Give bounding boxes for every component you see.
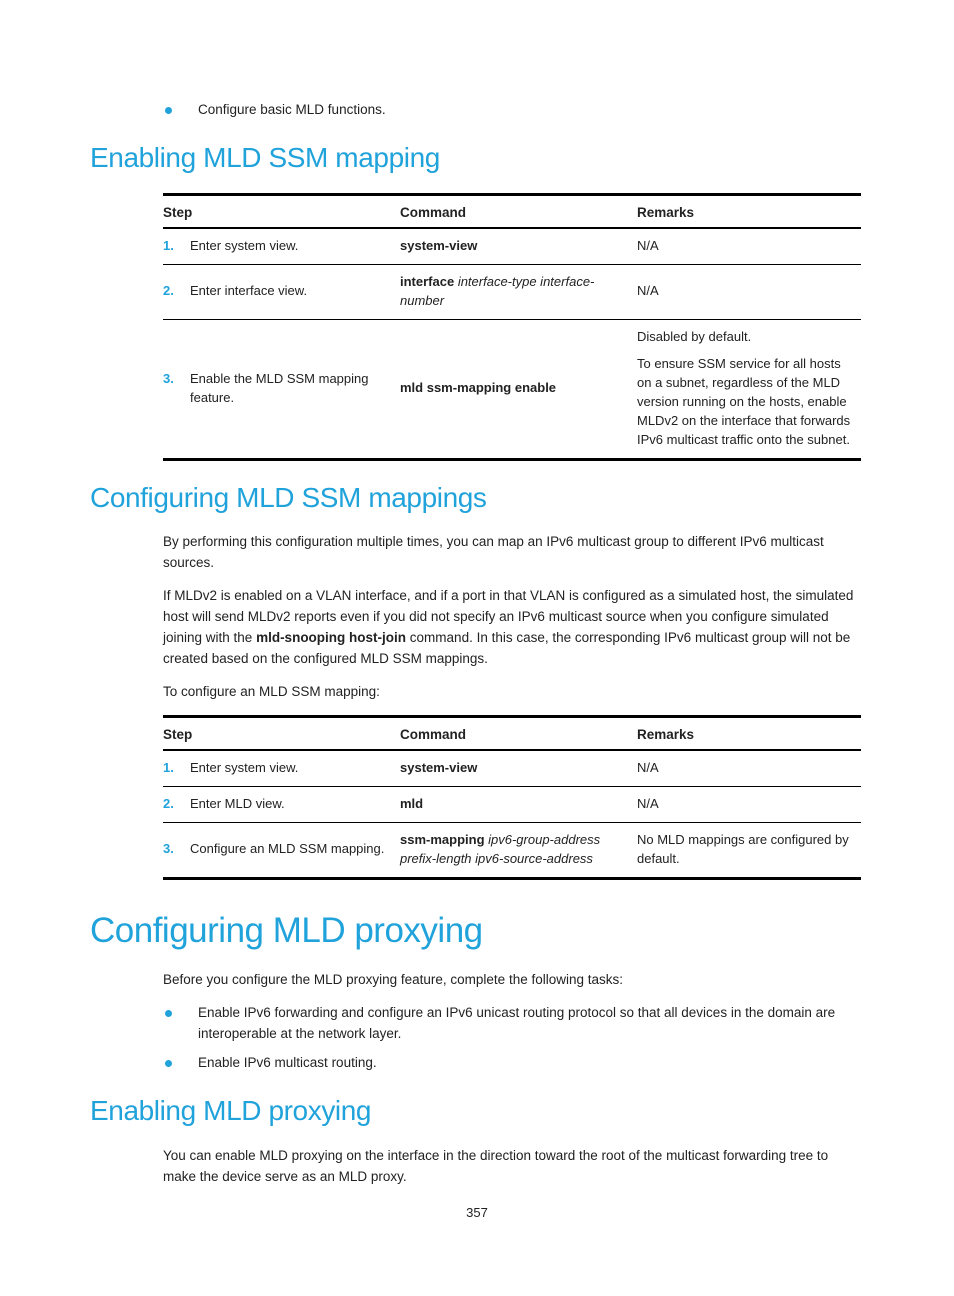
bullet-text: Configure basic MLD functions.: [198, 102, 386, 117]
command-cell: interface interface-type interface-number: [400, 264, 637, 319]
bullet-icon: [165, 1060, 172, 1067]
chapter-title-configuring-mld-proxying: Configuring MLD proxying: [90, 910, 483, 950]
step-description: Enter system view.: [190, 238, 299, 254]
paragraph: You can enable MLD proxying on the interface in the direction toward the root of the multicast forwarding tree to make the device serve as an MLD proxy.: [163, 1147, 829, 1184]
step-number: 1.: [163, 760, 174, 776]
step-description: Enter system view.: [190, 760, 299, 776]
page-number: 357: [466, 1205, 488, 1220]
ssm-mapping-configure-steps-table: [163, 715, 861, 880]
command-cell: mld: [400, 787, 637, 823]
table-row: [163, 228, 861, 264]
list-item: [163, 100, 863, 121]
bullet-text: Enable IPv6 forwarding and configure an IPv6 unicast routing protocol so that all devices in the domain are interoperable at the network layer.: [198, 1004, 836, 1041]
column-header-remarks: Remarks: [637, 716, 861, 750]
command-cell: system-view: [400, 238, 478, 254]
bullet-text: Enable IPv6 multicast routing.: [198, 1055, 377, 1071]
column-header-step: Step: [163, 194, 400, 228]
remarks-cell: No MLD mappings are configured by default.: [637, 822, 861, 878]
table-header-row: [163, 716, 861, 750]
prerequisite-bullet-list: [163, 1003, 863, 1075]
remarks-cell: N/A: [637, 787, 861, 823]
paragraph: Before you configure the MLD proxying feature, complete the following tasks:: [163, 971, 623, 987]
step-number: 1.: [163, 238, 174, 254]
command-cell: mld ssm-mapping enable: [400, 319, 637, 459]
command-cell: ssm-mapping ipv6-group-address prefix-length ipv6-source-address: [400, 822, 637, 878]
command-cell: system-view: [400, 760, 478, 776]
table-row: [163, 787, 861, 823]
table-row: [163, 319, 861, 459]
section-title-enabling-mld-proxying: Enabling MLD proxying: [90, 1095, 372, 1127]
paragraph: If MLDv2 is enabled on a VLAN interface, and if a port in that VLAN is configured as a simulated host, the simulated host will send MLDv2 reports even if you did not specify an IPv6 multicast source when you configure simulated joining with the mld-snooping host-join command. In this case, the corresponding IPv6 multicast group will not be created based on the configured MLD SSM mappings.: [163, 588, 854, 666]
step-description: Configure an MLD SSM mapping.: [190, 841, 385, 857]
table-row: [163, 264, 861, 319]
bullet-icon: [165, 107, 172, 114]
step-description: Enable the MLD SSM mapping feature.: [190, 370, 369, 405]
step-number: 2.: [163, 796, 174, 812]
intro-bullet-list: [163, 100, 863, 121]
list-item: [163, 1053, 863, 1074]
column-header-step: Step: [163, 716, 400, 750]
table-header-row: [163, 194, 861, 228]
step-number: 3.: [163, 841, 174, 857]
paragraph: To configure an MLD SSM mapping:: [163, 683, 380, 699]
table-row: [163, 750, 861, 786]
step-description: Enter interface view.: [190, 283, 308, 299]
step-description: Enter MLD view.: [190, 796, 285, 812]
remarks-cell: N/A: [637, 760, 659, 776]
ssm-mapping-enable-steps-table: [163, 193, 861, 461]
paragraph: By performing this configuration multiple times, you can map an IPv6 multicast group to different IPv6 multicast sources.: [163, 534, 824, 571]
section-title-configuring-mld-ssm-mappings: Configuring MLD SSM mappings: [90, 481, 487, 513]
step-number: 2.: [163, 283, 174, 299]
remarks-cell: Disabled by default. To ensure SSM service for all hosts on a subnet, regardless of the MLD version running on the hosts, enable MLDv2 on the interface that forwards IPv6 multicast traffic onto the subnet.: [637, 319, 861, 459]
column-header-command: Command: [400, 194, 637, 228]
remarks-cell: N/A: [637, 264, 861, 319]
bullet-icon: [165, 1010, 172, 1017]
column-header-command: Command: [400, 716, 637, 750]
table-row: [163, 822, 861, 878]
list-item: [163, 1003, 863, 1045]
column-header-remarks: Remarks: [637, 194, 861, 228]
section-title-enabling-mld-ssm-mapping: Enabling MLD SSM mapping: [90, 141, 440, 173]
remarks-cell: N/A: [637, 238, 659, 254]
step-number: 3.: [163, 370, 174, 386]
